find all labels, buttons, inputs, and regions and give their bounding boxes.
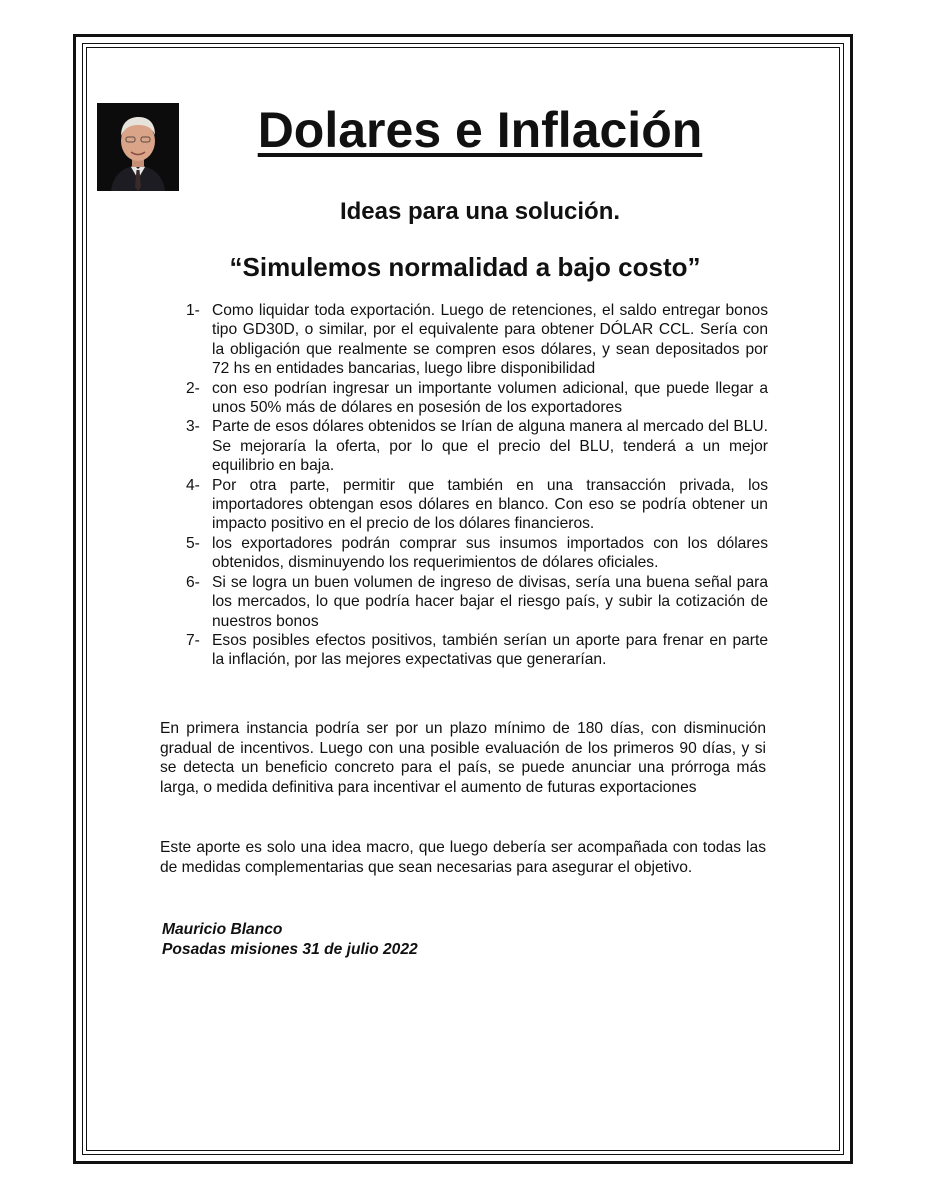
list-item-text: Si se logra un buen volumen de ingreso de divisas, sería una buena señal para los mercados, lo que podría hacer bajar el riesgo país, y subir la cotización de nuestros bonos xyxy=(212,573,768,630)
signature-name: Mauricio Blanco xyxy=(162,921,283,938)
points-list xyxy=(178,301,768,670)
list-item-number: 4- xyxy=(186,476,200,494)
signature-block xyxy=(162,920,418,960)
list-item xyxy=(178,573,768,631)
document-title-text: Dolares e Inflación xyxy=(257,102,703,158)
list-item-number: 6- xyxy=(186,573,200,591)
list-item xyxy=(178,631,768,670)
document-quote: “Simulemos normalidad a bajo costo” xyxy=(229,252,701,282)
paragraph-closing: Este aporte es solo una idea macro, que luego debería ser acompañada con todas las de medidas complementarias que sean necesarias para asegurar el objetivo. xyxy=(160,839,766,876)
list-item-text: Como liquidar toda exportación. Luego de retenciones, el saldo entregar bonos tipo GD30D, o similar, por el equivalente para obtener DÓLAR CCL. Sería con la obligación que realmente se compren esos dólares, y sean depositados por 72 hs en entidades bancarias, luego libre disponibilidad xyxy=(212,302,768,378)
list-item-text: Parte de esos dólares obtenidos se Irían de alguna manera al mercado del BLU. Se mejoraría la oferta, por lo que el precio del BLU, tenderá a un mejor equilibrio en baja. xyxy=(212,418,768,475)
document-title xyxy=(200,98,760,162)
list-item-text: Esos posibles efectos positivos, también serían un aporte para frenar en parte la inflación, por las mejores expectativas que generarían. xyxy=(212,631,768,669)
list-item xyxy=(178,417,768,475)
document-subtitle: Ideas para una solución. xyxy=(339,198,621,225)
paragraph-duration: En primera instancia podría ser por un plazo mínimo de 180 días, con disminución gradual de incentivos. Luego con una posible evaluación de los primeros 90 días, y si se detecta un beneficio concreto para el país, se puede anunciar una prórroga más larga, o medida definitiva para incentivar el aumento de futuras exportaciones xyxy=(160,720,766,796)
author-photo xyxy=(97,103,179,191)
signature-place-date: Posadas misiones 31 de julio 2022 xyxy=(162,941,418,958)
list-item xyxy=(178,301,768,379)
list-item-number: 2- xyxy=(186,379,200,397)
list-item-number: 1- xyxy=(186,302,200,319)
list-item-text: con eso podrían ingresar un importante volumen adicional, que puede llegar a unos 50% más de dólares en posesión de los exportadores xyxy=(212,379,768,417)
list-item-number: 3- xyxy=(186,418,200,436)
list-item-number: 7- xyxy=(186,631,200,649)
list-item xyxy=(178,379,768,418)
list-item-number: 5- xyxy=(186,534,200,552)
list-item xyxy=(178,476,768,534)
list-item-text: Por otra parte, permitir que también en una transacción privada, los importadores obtengan esos dólares en blanco. Con eso se podría obtener un impacto positivo en el precio de los dólares financieros. xyxy=(212,476,768,533)
list-item xyxy=(178,534,768,573)
list-item-text: los exportadores podrán comprar sus insumos importados con los dólares obtenidos, disminuyendo los requerimientos de dólares oficiales. xyxy=(212,534,768,572)
